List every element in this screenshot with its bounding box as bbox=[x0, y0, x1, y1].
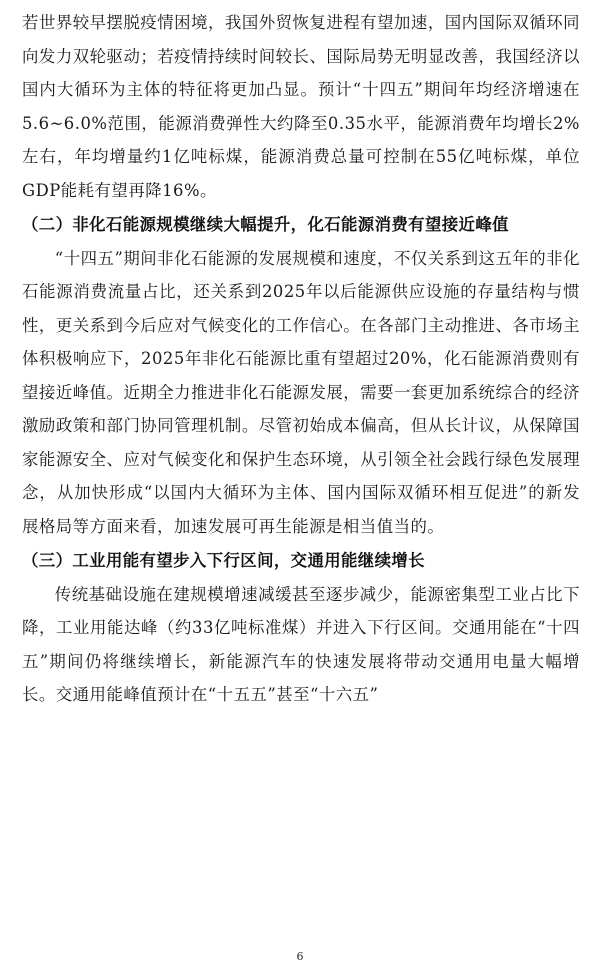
heading-industry-transport: （三）工业用能有望步入下行区间，交通用能继续增长 bbox=[22, 551, 425, 570]
paragraph-industry-transport: 传统基础设施在建规模增速减缓甚至逐步减少，能源密集型工业占比下降，工业用能达峰（约33亿吨标准煤）并进入下行区间。交通用能在“十四五”期间仍将继续增长，新能源汽车的快速发展将带动交通用电量大幅增长。交通用能峰值预计在“十五五”甚至“十六五” bbox=[22, 584, 580, 704]
section-industry-transport bbox=[22, 544, 580, 712]
heading-non-fossil-energy: （二）非化石能源规模继续大幅提升，化石能源消费有望接近峰值 bbox=[22, 215, 509, 234]
document-page bbox=[22, 6, 580, 712]
section-continuation bbox=[22, 6, 580, 207]
page-number: 6 bbox=[296, 950, 304, 963]
paragraph-non-fossil-energy: “十四五”期间非化石能源的发展规模和速度，不仅关系到这五年的非化石能源消费流量占比，还关系到2025年以后能源供应设施的存量结构与惯性，更关系到今后应对气候变化的工作信心。在各部门主动推进、各市场主体积极响应下，2025年非化石能源比重有望超过20%，化石能源消费则有望接近峰值。近期全力推进非化石能源发展，需要一套更加系统综合的经济激励政策和部门协同管理机制。尽管初始成本偏高，但从长计议，从保障国家能源安全、应对气候变化和保护生态环境，从引领全社会践行绿色发展理念，从加快形成“以国内大循环为主体、国内国际双循环相互促进”的新发展格局等方面来看，加速发展可再生能源是相当值当的。 bbox=[22, 248, 580, 536]
paragraph-economic-outlook: 若世界较早摆脱疫情困境，我国外贸恢复进程有望加速，国内国际双循环同向发力双轮驱动；若疫情持续时间较长、国际局势无明显改善，我国经济以国内大循环为主体的特征将更加凸显。预计“十四五”期间年均经济增速在5.6~6.0%范围，能源消费弹性大约降至0.35水平，能源消费年均增长2%左右，年均增量约1亿吨标煤，能源消费总量可控制在55亿吨标煤，单位GDP能耗有望再降16%。 bbox=[22, 13, 580, 200]
section-non-fossil-energy bbox=[22, 208, 580, 543]
